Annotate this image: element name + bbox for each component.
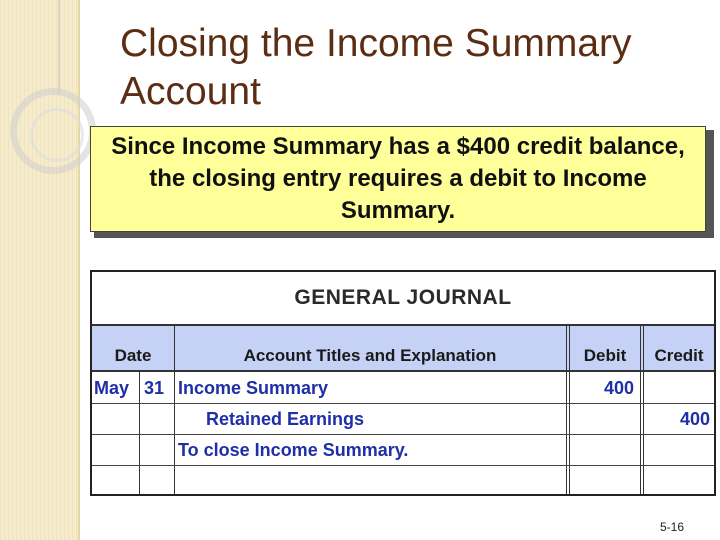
entry-account: Retained Earnings (206, 408, 365, 429)
callout-text: Since Income Summary has a $400 credit balance, the closing entry requires a debit to Income Summary. (111, 133, 685, 224)
entry-explanation: To close Income Summary. (178, 439, 409, 460)
column-header-account: Account Titles and Explanation (243, 346, 497, 365)
entry-account: Income Summary (178, 377, 329, 398)
entry-debit (570, 404, 638, 434)
entry-credit: 400 (679, 408, 710, 429)
general-journal-table (90, 270, 716, 496)
journal-header-row (92, 326, 714, 372)
callout-box (90, 126, 706, 232)
column-header-credit: Credit (654, 346, 704, 365)
entry-debit: 400 (603, 377, 634, 398)
journal-heading: GENERAL JOURNAL (92, 272, 714, 326)
column-header-debit: Debit (583, 346, 627, 365)
side-decoration-strip (0, 0, 78, 540)
page-number: 5-16 (660, 520, 685, 534)
decorative-ring-inner (30, 108, 84, 162)
entry-month: May (94, 377, 130, 398)
grid-row-line (92, 465, 714, 466)
grid-line-date (174, 326, 175, 494)
column-header-date: Date (114, 346, 152, 365)
entry-day: 31 (144, 377, 165, 398)
slide-title: Closing the Income Summary Account (120, 22, 632, 113)
decorative-line (58, 0, 60, 95)
grid-line-month-day (139, 372, 140, 494)
side-strip-edge (78, 0, 80, 540)
entry-credit (644, 373, 714, 403)
